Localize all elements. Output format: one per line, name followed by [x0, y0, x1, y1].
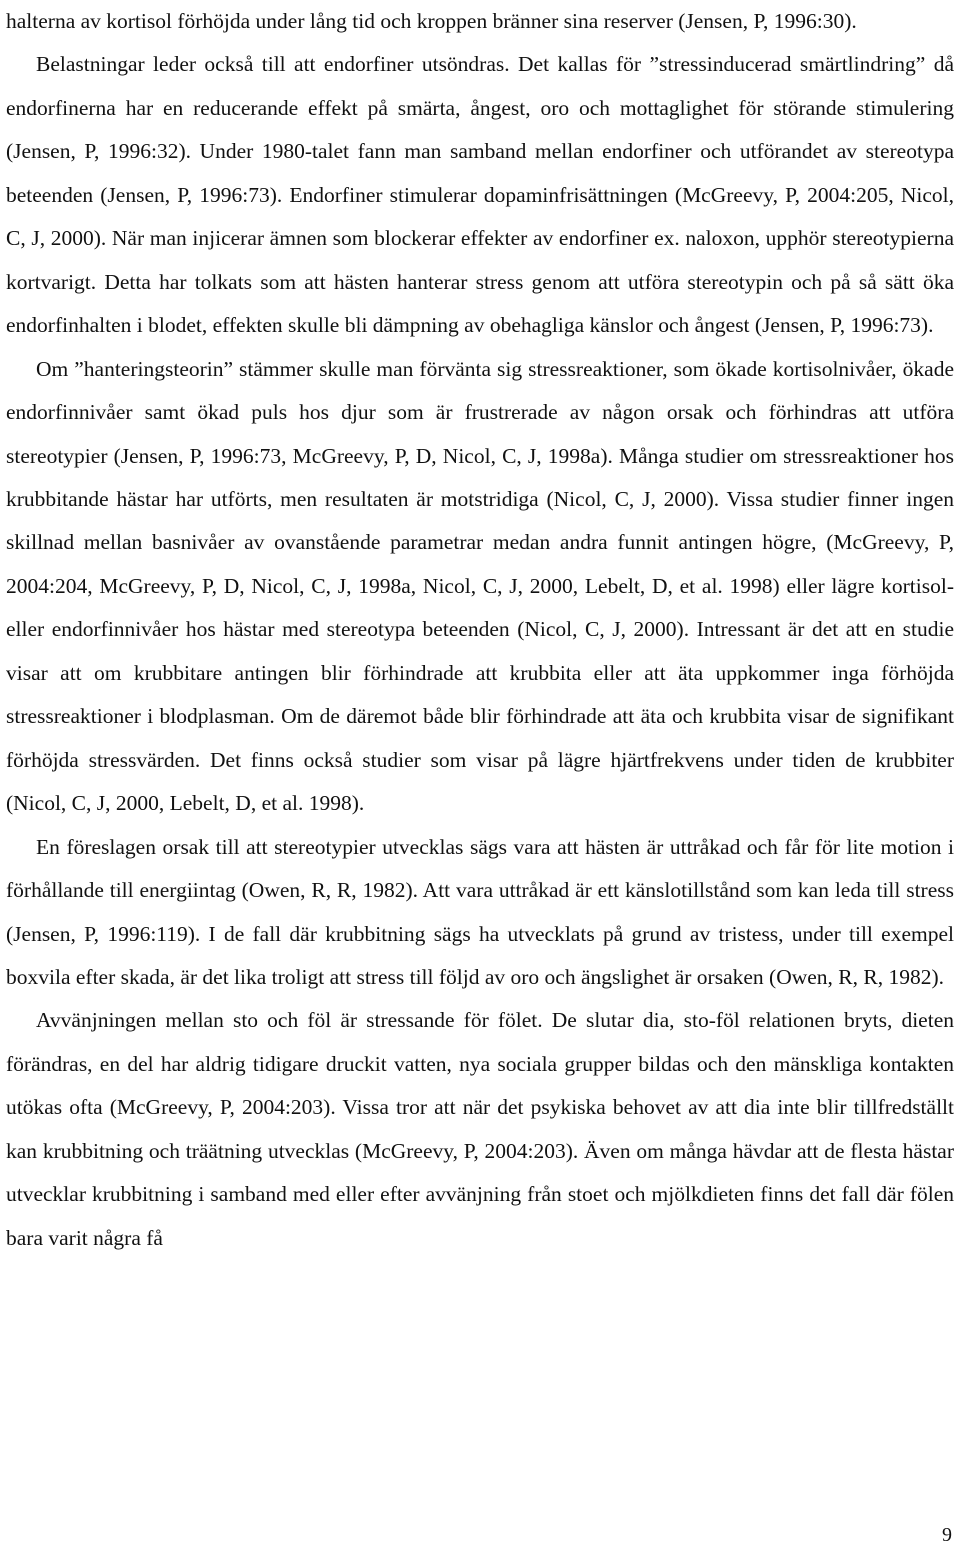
paragraph-4: En föreslagen orsak till att stereotypier utvecklas sägs vara att hästen är uttråkad och får för lite motion i förhållande till energiintag (Owen, R, R, 1982). Att vara uttråkad är ett känslotillstånd som kan leda till stress (Jensen, P, 1996:119). I de fall där krubbitning sägs ha utvecklats på grund av tristess, under till exempel boxvila efter skada, är det lika troligt att stress till följd av oro och ängslighet är orsaken (Owen, R, R, 1982).: [6, 834, 954, 989]
page-number: 9: [942, 1524, 952, 1546]
document-body: [6, 0, 954, 1260]
paragraph-3: Om ”hanteringsteorin” stämmer skulle man förvänta sig stressreaktioner, som ökade kortisolnivåer, ökade endorfinnivåer samt ökad puls hos djur som är frustrerade av någon orsak och förhindras att utföra stereotypier (Jensen, P, 1996:73, McGreevy, P, D, Nicol, C, J, 1998a). Många studier om stressreaktioner hos krubbitande hästar har utförts, men resultaten är motstridiga (Nicol, C, J, 2000). Vissa studier finner ingen skillnad mellan basnivåer av ovanstående parametrar medan andra funnit antingen högre, (McGreevy, P, 2004:204, McGreevy, P, D, Nicol, C, J, 1998a, Nicol, C, J, 2000, Lebelt, D, et al. 1998) eller lägre kortisol- eller endorfinnivåer hos hästar med stereotypa beteenden (Nicol, C, J, 2000). Intressant är det att en studie visar att om krubbitare antingen blir förhindrade att krubbita eller att äta uppkommer inga förhöjda stressreaktioner i blodplasman. Om de däremot både blir förhindrade att äta och krubbita visar de signifikant förhöjda stressvärden. Det finns också studier som visar på lägre hjärtfrekvens under tiden de krubbiter (Nicol, C, J, 2000, Lebelt, D, et al. 1998).: [6, 356, 954, 816]
paragraph-5: Avvänjningen mellan sto och föl är stressande för fölet. De slutar dia, sto-föl relationen bryts, dieten förändras, en del har aldrig tidigare druckit vatten, nya sociala grupper bildas och den mänskliga kontakten utökas ofta (McGreevy, P, 2004:203). Vissa tror att när det psykiska behovet av att dia inte blir tillfredställt kan krubbitning och träätning utvecklas (McGreevy, P, 2004:203). Även om många hävdar att de flesta hästar utvecklar krubbitning i samband med eller efter avvänjning från stoet och mjölkdieten finns det fall där fölen bara varit några få: [6, 1008, 954, 1250]
paragraph-2: Belastningar leder också till att endorfiner utsöndras. Det kallas för ”stressinducerad smärtlindring” då endorfinerna har en reducerande effekt på smärta, ångest, oro och mottaglighet för störande stimulering (Jensen, P, 1996:32). Under 1980-talet fann man samband mellan endorfiner och utförandet av stereotypa beteenden (Jensen, P, 1996:73). Endorfiner stimulerar dopaminfrisättningen (McGreevy, P, 2004:205, Nicol, C, J, 2000). När man injicerar ämnen som blockerar effekter av endorfiner ex. naloxon, upphör stereotypierna kortvarigt. Detta har tolkats som att hästen hanterar stress genom att utföra stereotypin och på så sätt öka endorfinhalten i blodet, effekten skulle bli dämpning av obehagliga känslor och ångest (Jensen, P, 1996:73).: [6, 52, 954, 338]
paragraph-1: halterna av kortisol förhöjda under lång tid och kroppen bränner sina reserver (Jensen, P, 1996:30).: [6, 9, 857, 33]
